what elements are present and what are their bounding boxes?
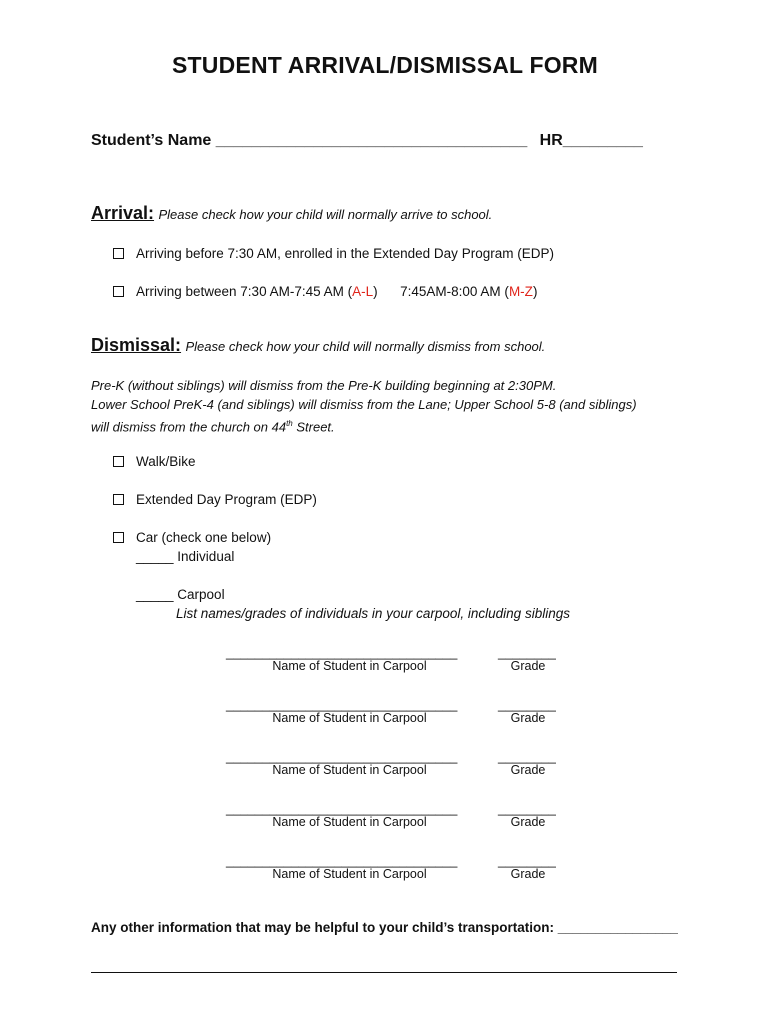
- dismissal-info-line-3a: will dismiss from the church on 44: [91, 419, 287, 435]
- dismissal-info: [91, 376, 637, 436]
- arrival-note: Please check how your child will normally arrive to school.: [158, 207, 493, 222]
- carpool-name-field[interactable]: ________________________________: [226, 645, 458, 660]
- superscript-th: th: [286, 419, 293, 428]
- carpool-grade-label: Grade: [510, 659, 546, 673]
- carpool-name-field[interactable]: ________________________________: [226, 853, 458, 868]
- other-info-line[interactable]: [91, 972, 677, 973]
- car-individual-field[interactable]: _____ Individual: [136, 549, 235, 564]
- dismissal-heading: Dismissal:: [91, 335, 182, 355]
- other-info-field[interactable]: Any other information that may be helpful to your child’s transportation: ________________: [91, 920, 678, 935]
- carpool-grade-field[interactable]: ________: [498, 801, 556, 816]
- carpool-grade-label: Grade: [510, 867, 546, 881]
- checkbox-icon[interactable]: [113, 248, 124, 259]
- dismissal-option-edp-label: Extended Day Program (EDP): [136, 492, 317, 507]
- carpool-name-label: Name of Student in Carpool: [272, 659, 427, 673]
- carpool-name-field[interactable]: ________________________________: [226, 749, 458, 764]
- checkbox-icon[interactable]: [113, 494, 124, 505]
- carpool-grade-label: Grade: [510, 763, 546, 777]
- student-name-field[interactable]: [91, 132, 643, 150]
- dismissal-option-car[interactable]: [113, 530, 271, 545]
- carpool-grade-field[interactable]: ________: [498, 697, 556, 712]
- arrival-between-prefix: Arriving between 7:30 AM-7:45 AM (: [136, 284, 353, 299]
- dismissal-info-line-1: Pre-K (without siblings) will dismiss from the Pre-K building beginning at 2:30PM.: [91, 378, 557, 393]
- dismissal-info-line-3: [91, 414, 637, 436]
- carpool-grade-field[interactable]: ________: [498, 853, 556, 868]
- carpool-grade-label: Grade: [510, 815, 546, 829]
- dismissal-option-walk-label: Walk/Bike: [136, 454, 196, 469]
- arrival-between-suffix: ): [532, 284, 538, 299]
- student-name-label: Student’s Name ___________________________________: [91, 132, 528, 149]
- carpool-note: List names/grades of individuals in your carpool, including siblings: [176, 606, 570, 621]
- arrival-option-between[interactable]: [113, 284, 537, 299]
- hr-field[interactable]: HR_________: [539, 132, 643, 149]
- arrival-header: [91, 203, 492, 224]
- checkbox-icon[interactable]: [113, 456, 124, 467]
- checkbox-icon[interactable]: [113, 286, 124, 297]
- range-m-z: M-Z: [508, 284, 533, 299]
- carpool-name-label: Name of Student in Carpool: [272, 867, 427, 881]
- dismissal-option-edp[interactable]: [113, 492, 317, 507]
- arrival-between-mid: ) 7:45AM-8:00 AM (: [373, 284, 509, 299]
- arrival-heading: Arrival:: [91, 203, 155, 223]
- carpool-name-field[interactable]: ________________________________: [226, 801, 458, 816]
- form-title: STUDENT ARRIVAL/DISMISSAL FORM: [172, 52, 598, 78]
- arrival-option-edp-label: Arriving before 7:30 AM, enrolled in the Extended Day Program (EDP): [136, 246, 554, 261]
- carpool-grade-label: Grade: [510, 711, 546, 725]
- car-carpool-field[interactable]: _____ Carpool: [136, 587, 225, 602]
- carpool-name-label: Name of Student in Carpool: [272, 815, 427, 829]
- carpool-name-label: Name of Student in Carpool: [272, 711, 427, 725]
- dismissal-option-car-label: Car (check one below): [136, 530, 272, 545]
- checkbox-icon[interactable]: [113, 532, 124, 543]
- dismissal-header: [91, 335, 545, 356]
- carpool-grade-field[interactable]: ________: [498, 749, 556, 764]
- dismissal-option-walk[interactable]: [113, 454, 196, 469]
- carpool-name-label: Name of Student in Carpool: [272, 763, 427, 777]
- range-a-l: A-L: [352, 284, 374, 299]
- dismissal-info-line-2: Lower School PreK-4 (and siblings) will dismiss from the Lane; Upper School 5-8 (and siblings): [91, 397, 637, 412]
- carpool-grade-field[interactable]: ________: [498, 645, 556, 660]
- carpool-name-field[interactable]: ________________________________: [226, 697, 458, 712]
- dismissal-info-line-3b: Street.: [292, 419, 335, 435]
- arrival-option-edp[interactable]: [113, 246, 554, 261]
- dismissal-note: Please check how your child will normally dismiss from school.: [185, 339, 546, 354]
